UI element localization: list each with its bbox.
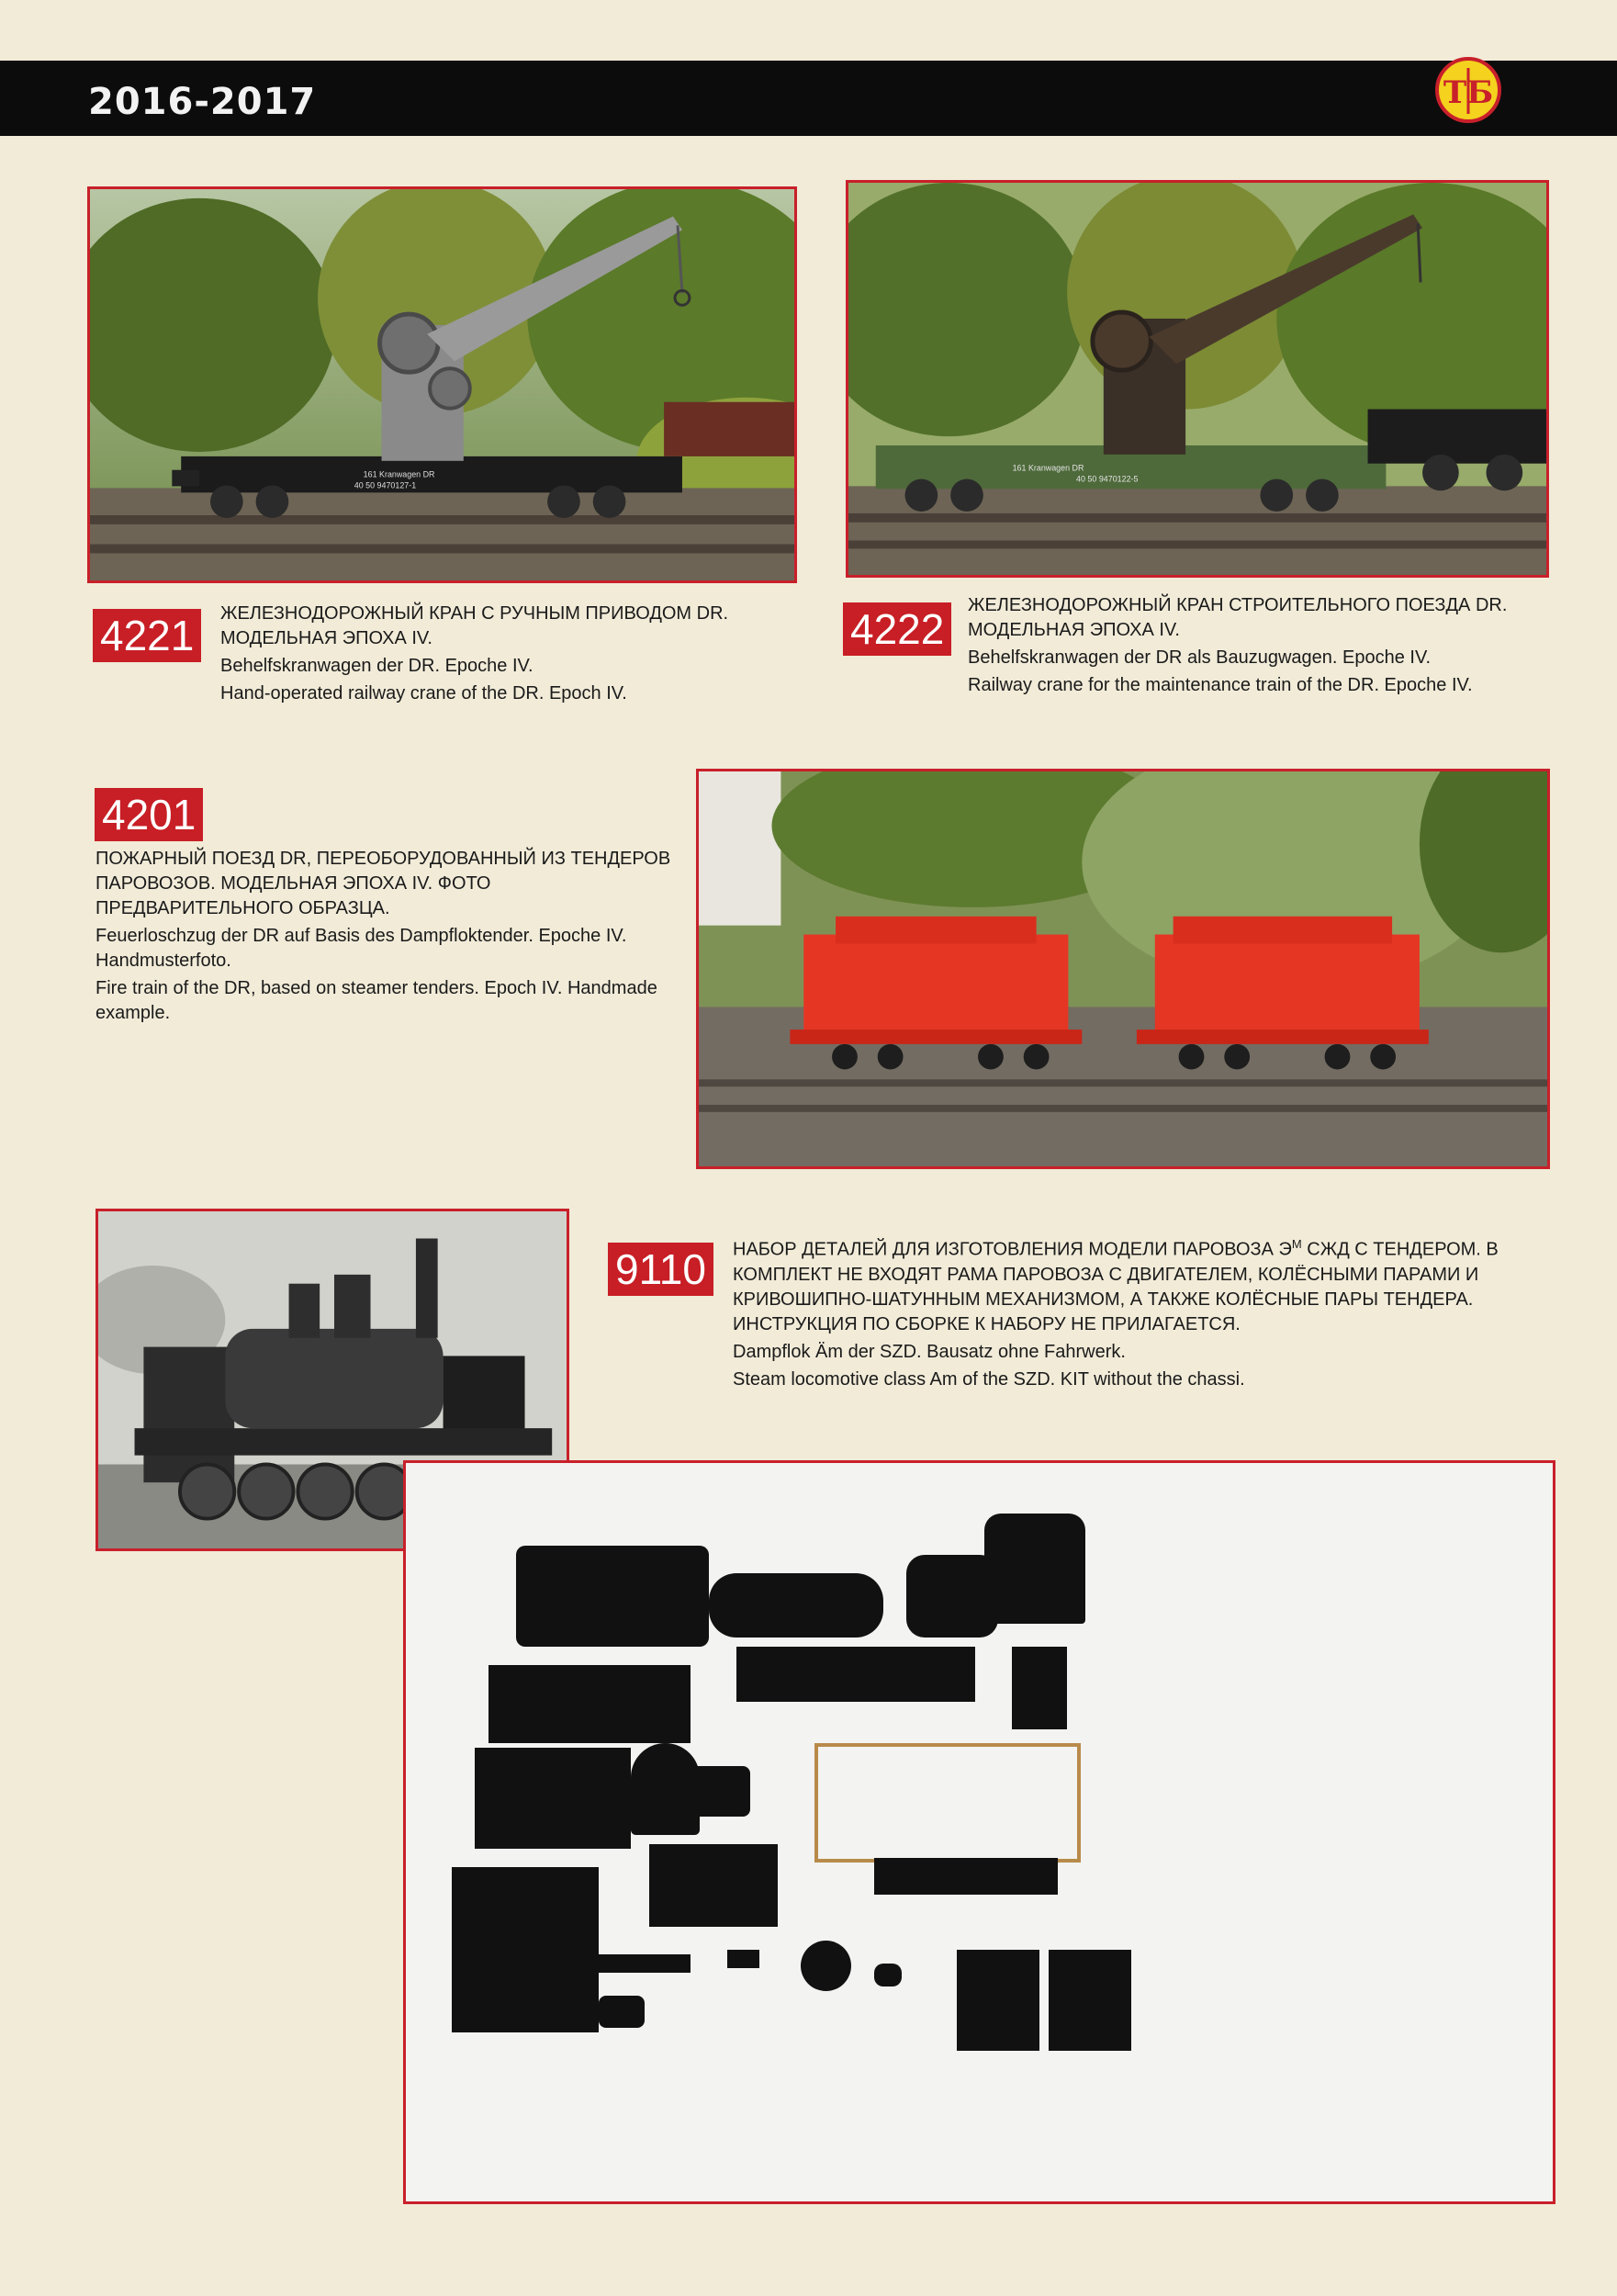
description-ru: ЖЕЛЕЗНОДОРОЖНЫЙ КРАН СТРОИТЕЛЬНОГО ПОЕЗДА DR. МОДЕЛЬНАЯ ЭПОХА IV.: [968, 595, 1508, 640]
product-code-9110: 9110: [608, 1243, 713, 1296]
description-ru: [733, 1232, 1559, 1337]
product-photo-4201: [696, 769, 1550, 1169]
description-de: Behelfskranwagen der DR als Bauzugwagen. Epoche IV.: [968, 647, 1432, 668]
description-de: Dampflok Äm der SZD. Bausatz ohne Fahrwerk.: [733, 1341, 1126, 1362]
part-boiler: [709, 1573, 883, 1638]
part-bogie-1: [957, 1950, 1039, 2051]
part-photoetched-railing: [814, 1743, 1081, 1863]
description-en: Railway crane for the maintenance train of the DR. Epoche IV.: [968, 675, 1473, 695]
description-ru: ЖЕЛЕЗНОДОРОЖНЫЙ КРАН С РУЧНЫМ ПРИВОДОМ DR. МОДЕЛЬНАЯ ЭПОХА IV.: [220, 603, 729, 648]
product-description-4222: [968, 593, 1574, 701]
part-small-2: [874, 1964, 902, 1986]
part-bogie-2: [1049, 1950, 1131, 2051]
page-header: [0, 61, 1617, 136]
part-tender-frame: [488, 1665, 691, 1743]
part-frame-long: [736, 1647, 975, 1702]
wagon-label: 40 50 9470127-1: [354, 480, 417, 490]
wagon-label: 161 Kranwagen DR: [1012, 463, 1084, 473]
part-tender-body: [516, 1546, 709, 1647]
description-en: Fire train of the DR, based on steamer tenders. Epoch IV. Handmade example.: [95, 978, 657, 1023]
description-ru: ПОЖАРНЫЙ ПОЕЗД DR, ПЕРЕОБОРУДОВАННЫЙ ИЗ ТЕНДЕРОВ ПАРОВОЗОВ. МОДЕЛЬНАЯ ЭПОХА IV. ФОТО ПРЕДВАРИТЕЛЬНОГО ОБРАЗЦА.: [95, 849, 671, 918]
part-frame-ring: [681, 1766, 750, 1817]
part-sprue-1: [475, 1748, 631, 1849]
product-description-4221: [220, 602, 808, 709]
part-cab: [984, 1514, 1085, 1624]
part-bracket: [1012, 1647, 1067, 1729]
description-ru-part1: НАБОР ДЕТАЛЕЙ ДЛЯ ИЗГОТОВЛЕНИЯ МОДЕЛИ ПАРОВОЗА Э: [733, 1239, 1292, 1260]
wagon-label: 40 50 9470122-5: [1076, 474, 1139, 484]
description-ru-superscript: М: [1291, 1237, 1302, 1251]
product-description-4201: [95, 847, 674, 1029]
svg-text:ТБ: ТБ: [1443, 74, 1494, 111]
part-cylinder: [599, 1996, 645, 2028]
description-de: Feuerloschzug der DR auf Basis des Dampfloktender. Epoche IV. Handmusterfoto.: [95, 926, 627, 971]
part-round-cover: [801, 1941, 851, 1991]
ts-logo-icon: [1435, 57, 1501, 123]
part-sprue-3: [649, 1844, 778, 1927]
product-description-9110: [733, 1232, 1559, 1395]
product-code-4221: 4221: [93, 609, 201, 662]
product-photo-4221: [87, 186, 797, 583]
description-en: Hand-operated railway crane of the DR. Epoch IV.: [220, 683, 627, 703]
part-small-1: [727, 1950, 759, 1968]
product-photo-4222: [846, 180, 1549, 578]
description-en: Steam locomotive class Am of the SZD. KIT without the chassi.: [733, 1368, 1245, 1390]
wagon-label: 161 Kranwagen DR: [363, 469, 435, 479]
catalog-year: 2016-2017: [88, 81, 317, 123]
kit-parts-photo-9110: [403, 1460, 1555, 2204]
description-de: Behelfskranwagen der DR. Epoche IV.: [220, 656, 533, 676]
description-ru-part2: СЖД С ТЕНДЕРОМ. В КОМПЛЕКТ НЕ ВХОДЯТ РАМА ПАРОВОЗА С ДВИГАТЕЛЕМ, КОЛЁСНЫМИ ПАРАМИ И КРИВОШИПНО-ШАТУННЫМ МЕХАНИЗМОМ, А ТАКЖЕ КОЛЁСНЫЕ ПАРЫ ТЕНДЕРА. ИНСТРУКЦИЯ ПО СБОРКЕ К НАБОРУ НЕ ПРИЛАГАЕТСЯ.: [733, 1239, 1499, 1334]
product-code-4222: 4222: [843, 602, 951, 656]
part-valve-gear: [874, 1858, 1058, 1895]
part-sprue-2: [452, 1867, 599, 2032]
product-code-4201: 4201: [95, 788, 203, 841]
part-lever: [576, 1954, 691, 1973]
